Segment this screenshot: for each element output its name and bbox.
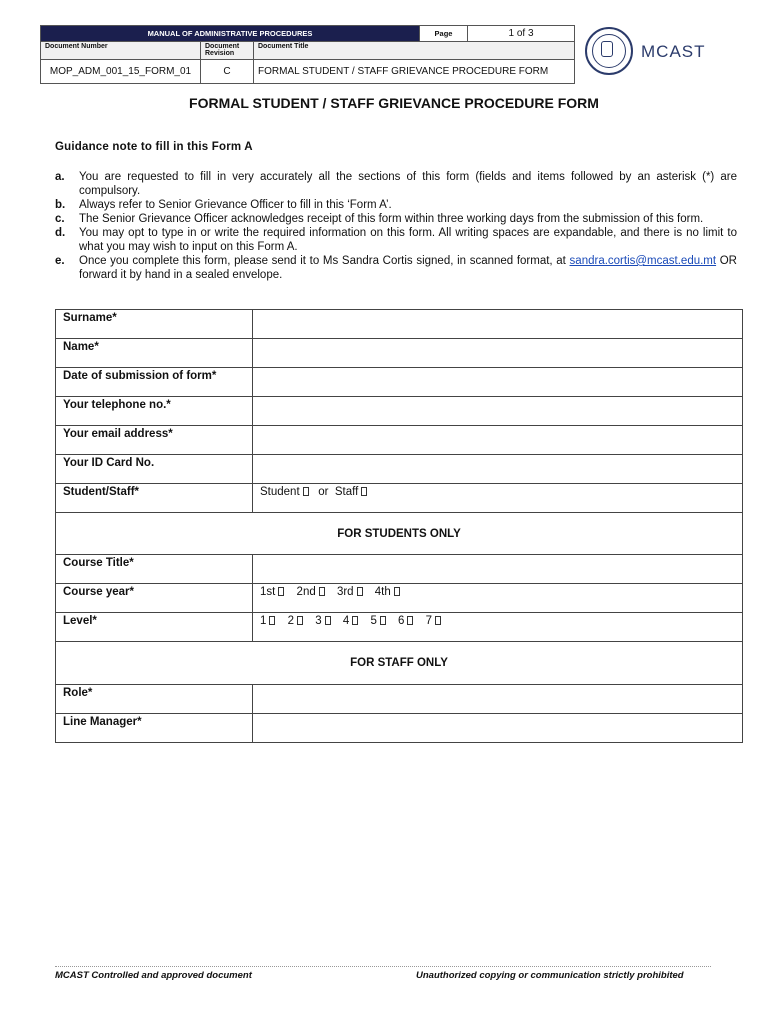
doc-title-value: FORMAL STUDENT / STAFF GRIEVANCE PROCEDURE FORM <box>254 60 575 84</box>
guidance-item <box>55 198 737 212</box>
guidance-marker: c. <box>55 213 65 225</box>
doc-revision: C <box>201 60 254 84</box>
level-option-label: 4 <box>342 615 350 627</box>
guidance-item <box>55 212 737 226</box>
staff-checkbox[interactable] <box>361 487 367 496</box>
logo-wordmark: MCAST <box>641 42 706 61</box>
level-checkbox[interactable] <box>325 616 331 625</box>
page-value: 1 of 3 <box>468 26 575 42</box>
level-options <box>253 613 743 642</box>
id-card-label: Your ID Card No. <box>56 455 253 484</box>
name-field[interactable] <box>253 339 743 368</box>
doc-number-label: Document Number <box>41 42 201 60</box>
date-submission-label: Date of submission of form* <box>56 368 253 397</box>
year-checkbox[interactable] <box>394 587 400 596</box>
student-staff-label: Student/Staff* <box>56 484 253 513</box>
guidance-text: The Senior Grievance Officer acknowledges receipt of this form within three working days from the submission of this form. <box>79 213 704 225</box>
mcast-logo <box>585 27 735 79</box>
level-label: Level* <box>56 613 253 642</box>
year-option-label: 3rd <box>336 586 354 598</box>
students-only-heading: FOR STUDENTS ONLY <box>56 513 743 555</box>
seal-icon <box>585 27 633 75</box>
doc-number: MOP_ADM_001_15_FORM_01 <box>41 60 201 84</box>
student-staff-options <box>253 484 743 513</box>
level-checkbox[interactable] <box>435 616 441 625</box>
course-title-field[interactable] <box>253 555 743 584</box>
guidance-marker: b. <box>55 199 66 211</box>
email-field[interactable] <box>253 426 743 455</box>
guidance-text: Always refer to Senior Grievance Officer to fill in this ‘Form A’. <box>79 199 392 211</box>
year-checkbox[interactable] <box>319 587 325 596</box>
level-option-label: 5 <box>370 615 377 627</box>
name-label: Name* <box>56 339 253 368</box>
or-text: or <box>318 486 329 498</box>
email-label: Your email address* <box>56 426 253 455</box>
guidance-item <box>55 254 737 282</box>
level-checkbox[interactable] <box>407 616 413 625</box>
doc-title-label: Document Title <box>254 42 575 60</box>
guidance-marker: e. <box>55 255 65 267</box>
telephone-field[interactable] <box>253 397 743 426</box>
page-title: FORMAL STUDENT / STAFF GRIEVANCE PROCEDURE FORM <box>189 95 599 111</box>
staff-option-label: Staff <box>334 486 359 498</box>
email-link[interactable]: sandra.cortis@mcast.edu.mt <box>569 255 717 267</box>
guidance-list <box>55 170 737 282</box>
guidance-text: You are requested to fill in very accurately all the sections of this form (fields and items followed by an asterisk (*) are compulsory. <box>79 171 737 197</box>
line-manager-field[interactable] <box>253 714 743 743</box>
footer-right-text: Unauthorized copying or communication strictly prohibited <box>416 970 684 981</box>
level-checkbox[interactable] <box>297 616 303 625</box>
guidance-text-with-link <box>79 254 737 282</box>
id-card-field[interactable] <box>253 455 743 484</box>
guidance-item <box>55 170 737 198</box>
course-year-options <box>253 584 743 613</box>
course-title-label: Course Title* <box>56 555 253 584</box>
footer-left-text: MCAST Controlled and approved document <box>55 970 252 981</box>
line-manager-label: Line Manager* <box>56 714 253 743</box>
guidance-marker: d. <box>55 227 66 239</box>
guidance-text: You may opt to type in or write the required information on this form. All writing spaces are expandable, and there is no limit to what you may wish to input on this Form A. <box>79 227 737 253</box>
student-option-label: Student <box>260 486 300 498</box>
guidance-marker: a. <box>55 171 65 183</box>
course-year-label: Course year* <box>56 584 253 613</box>
level-option-label: 3 <box>315 615 322 627</box>
level-checkbox[interactable] <box>380 616 386 625</box>
year-checkbox[interactable] <box>278 587 284 596</box>
year-option-label: 1st <box>260 586 276 598</box>
guidance-item <box>55 226 737 254</box>
role-field[interactable] <box>253 685 743 714</box>
student-checkbox[interactable] <box>303 487 309 496</box>
year-option-label: 2nd <box>296 586 316 598</box>
footer-divider <box>55 966 711 967</box>
page-label: Page <box>420 26 468 42</box>
guidance-text: Once you complete this form, please send it to Ms Sandra Cortis signed, in scanned format, at <box>79 255 566 267</box>
level-option-label: 7 <box>425 615 433 627</box>
guidance-tail-text: OR forward it by hand in a sealed envelope. <box>79 255 737 281</box>
doc-revision-label: Document Revision <box>201 42 254 60</box>
year-checkbox[interactable] <box>357 587 363 596</box>
level-option-label: 6 <box>398 615 405 627</box>
manual-title: MANUAL OF ADMINISTRATIVE PROCEDURES <box>41 26 420 42</box>
staff-only-heading: FOR STAFF ONLY <box>56 642 743 685</box>
grievance-form-table <box>55 309 743 743</box>
level-option-label: 1 <box>260 615 267 627</box>
role-label: Role* <box>56 685 253 714</box>
document-header <box>40 25 575 84</box>
level-checkbox[interactable] <box>352 616 358 625</box>
surname-field[interactable] <box>253 310 743 339</box>
surname-label: Surname* <box>56 310 253 339</box>
level-checkbox[interactable] <box>269 616 275 625</box>
guidance-heading: Guidance note to fill in this Form A <box>55 141 253 153</box>
level-option-label: 2 <box>287 615 295 627</box>
telephone-label: Your telephone no.* <box>56 397 253 426</box>
year-option-label: 4th <box>374 586 391 598</box>
date-submission-field[interactable] <box>253 368 743 397</box>
